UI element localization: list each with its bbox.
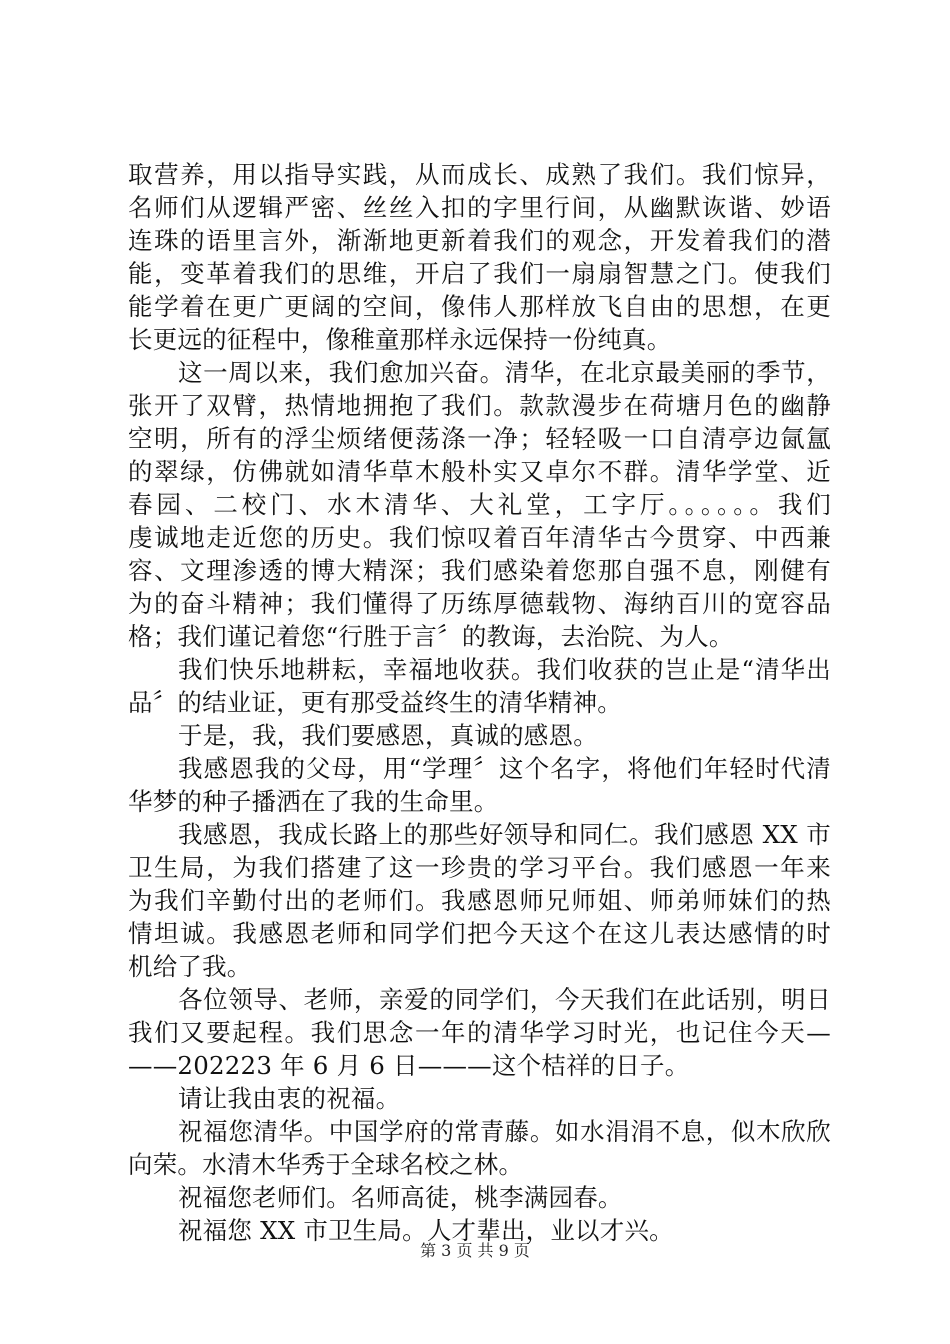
text-line: 卫生局，为我们搭建了这一珍贵的学习平台。我们感恩一年来 [128,853,831,882]
text-line: 我们又要起程。我们思念一年的清华学习时光，也记住今天— [128,1018,831,1047]
text-line: 空明，所有的浮尘烦绪便荡涤一净；轻轻吸一口自清亭边氤氲 [128,424,831,453]
text-line: 的翠绿，仿佛就如清华草木般朴实又卓尔不群。清华学堂、近 [128,457,831,486]
text-line: 祝福您清华。中国学府的常青藤。如水涓涓不息，似木欣欣 [178,1117,831,1146]
text-line: 我感恩，我成长路上的那些好领导和同仁。我们感恩 XX 市 [178,820,831,849]
text-line: 向荣。水清木华秀于全球名校之林。 [128,1150,524,1179]
text-line: 机给了我。 [128,952,252,981]
text-line: 为我们辛勤付出的老师们。我感恩师兄师姐、师弟师妹们的热 [128,886,831,915]
text-line: 名师们从逻辑严密、丝丝入扣的字里行间，从幽默诙谐、妙语 [128,193,831,222]
text-line: 长更远的征程中，像稚童那样永远保持一份纯真。 [128,325,672,354]
text-line: 取营养，用以指导实践，从而成长、成熟了我们。我们惊异， [128,160,831,189]
text-line: 华梦的种子播洒在了我的生命里。 [128,787,499,816]
text-line: 请让我由衷的祝福。 [178,1084,401,1113]
text-line: 连珠的语里言外，渐渐地更新着我们的观念，开发着我们的潜 [128,226,831,255]
text-line: 春园、二校门、水木清华、大礼堂，工字厅。。。。。。我们 [128,490,831,519]
text-line: ——202223 年 6 月 6 日———这个桔祥的日子。 [128,1051,690,1080]
text-line: 各位领导、老师，亲爱的同学们，今天我们在此话别，明日 [178,985,831,1014]
text-line: 我们快乐地耕耘，幸福地收获。我们收获的岂止是“清华出 [178,655,831,684]
text-line: 祝福您 XX 市卫生局。人才辈出，业以才兴。 [178,1216,674,1245]
text-line: 祝福您老师们。名师高徒，桃李满园春。 [178,1183,623,1212]
text-line: 于是，我，我们要感恩，真诚的感恩。 [178,721,598,750]
text-line: 张开了双臂，热情地拥抱了我们。款款漫步在荷塘月色的幽静 [128,391,831,420]
text-line: 容、文理渗透的博大精深；我们感染着您那自强不息，刚健有 [128,556,831,585]
text-line: 情坦诚。我感恩老师和同学们把今天这个在这儿表达感情的时 [128,919,831,948]
text-line: 我感恩我的父母，用“学理〞这个名字，将他们年轻时代清 [178,754,831,783]
text-line: 为的奋斗精神；我们懂得了历练厚德载物、海纳百川的宽容品 [128,589,831,618]
text-line: 这一周以来，我们愈加兴奋。清华，在北京最美丽的季节， [178,358,831,387]
text-line: 能学着在更广更阔的空间，像伟人那样放飞自由的思想，在更 [128,292,831,321]
text-line: 虔诚地走近您的历史。我们惊叹着百年清华古今贯穿、中西兼 [128,523,831,552]
text-line: 格；我们谨记着您“行胜于言〞的教诲，去治院、为人。 [128,622,734,651]
text-line: 品〞的结业证，更有那受益终生的清华精神。 [128,688,622,717]
page-number-footer: 第 3 页 共 9 页 [420,1241,530,1260]
body-text [128,158,831,1247]
text-line: 能，变革着我们的思维，开启了我们一扇扇智慧之门。使我们 [128,259,831,288]
